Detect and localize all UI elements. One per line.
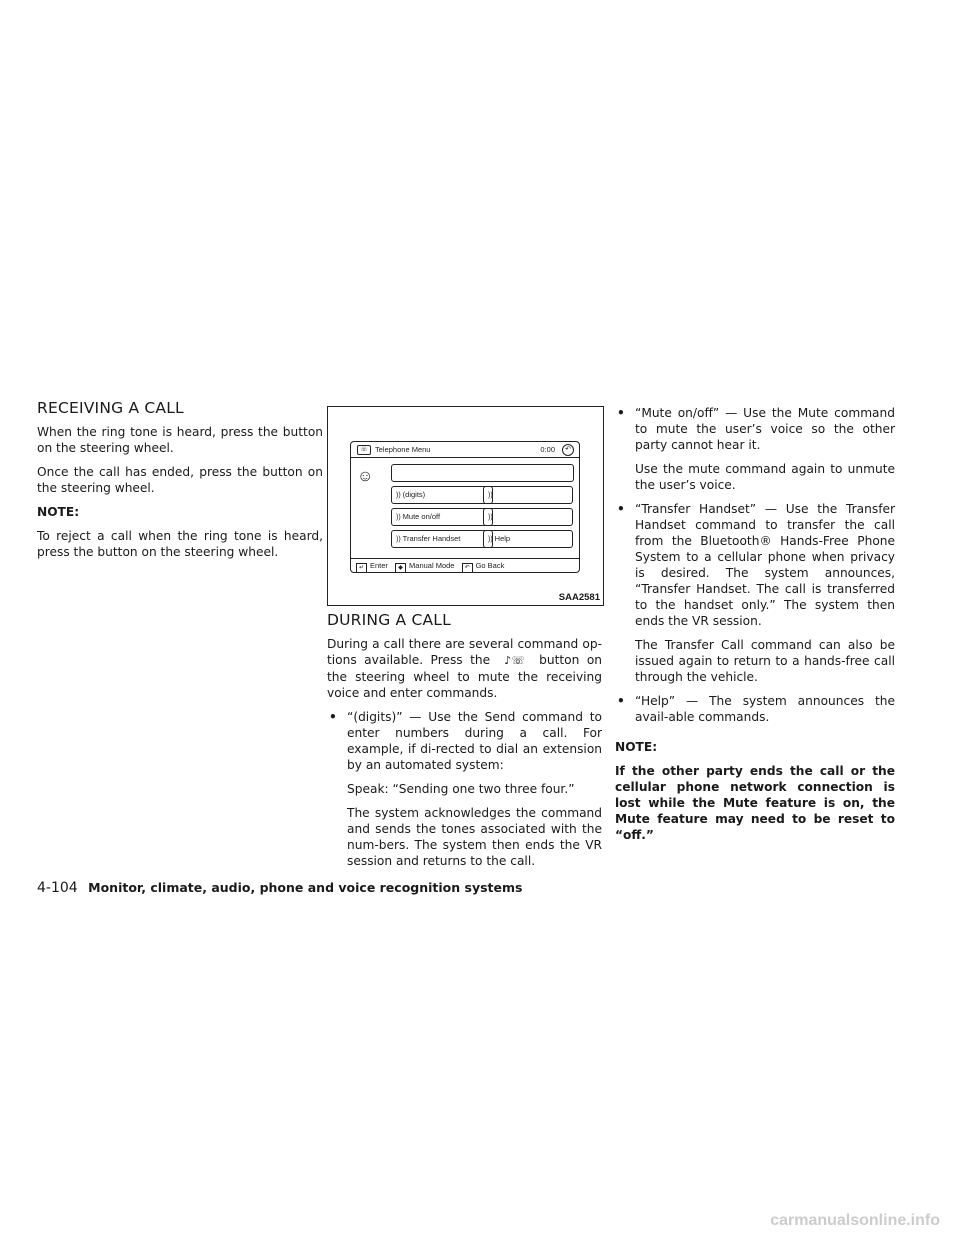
call-timer: 0:00	[540, 445, 555, 454]
phone-icon: ☏	[357, 445, 371, 455]
bullet-help	[615, 693, 895, 725]
screen-title: Telephone Menu	[375, 445, 431, 454]
voice-command-icon: ))	[396, 492, 401, 499]
heading-receiving-call: RECEIVING A CALL	[37, 399, 184, 417]
voice-command-icon: ))	[488, 536, 493, 543]
command-label: Transfer Handset	[402, 534, 461, 543]
watermark: carmanualsonline.info	[770, 1212, 940, 1229]
voice-command-icon: ))	[488, 492, 493, 499]
manual-mode-icon: ◆	[395, 563, 406, 573]
note-label-2: NOTE:	[615, 740, 658, 754]
paragraph-call-ended: Once the call has ended, press the button on the steering wheel.	[37, 465, 323, 495]
command-button-mute[interactable]	[391, 508, 493, 526]
bullet-digits-text: “(digits)” — Use the Send command to enter numbers during a call. For example, if di-rected to dial an extension by an automated system:	[347, 710, 602, 772]
heading-during-call: DURING A CALL	[327, 611, 451, 629]
bullet-transfer-text: “Transfer Handset” — Use the Transfer Handset command to transfer the call from the Bluetooth® Hands-Free Phone System to a cellular phone when privacy is desired. The system announces, “Transfer Handset. The call is transferred to the handset only.” The system then ends the VR session.	[635, 502, 895, 628]
command-button-empty-1[interactable]	[483, 486, 573, 504]
intro-text-b: button on the steering wheel to mute the receiving voice and enter commands.	[327, 653, 603, 700]
paragraph-reject-call: To reject a call when the ring tone is heard, press the button on the steering wheel.	[37, 529, 323, 559]
bullet-mute-text: “Mute on/off” — Use the Mute command to mute the user’s voice so the other party cannot hear it.	[635, 406, 895, 452]
back-icon[interactable]: ↶	[562, 444, 574, 456]
note-label: NOTE:	[37, 505, 80, 519]
command-button-digits[interactable]	[391, 486, 493, 504]
footer-enter: Enter	[370, 561, 388, 570]
bullet-help-text: “Help” — The system announces the avail-able commands.	[635, 694, 895, 724]
digits-acknowledgement: The system acknowledges the command and sends the tones associated with the num-bers. The system then ends the VR session and returns to the call.	[347, 806, 602, 868]
bullet-mute	[615, 405, 895, 453]
command-display-field	[391, 464, 574, 482]
column-receiving-call	[37, 400, 323, 568]
screen-title-bar	[351, 442, 579, 458]
voice-command-icon: ))	[396, 514, 401, 521]
column-commands	[615, 405, 895, 851]
bullet-marker: •	[329, 710, 337, 724]
voice-command-icon: ))	[396, 536, 401, 543]
command-label: Mute on/off	[402, 512, 441, 521]
paragraph-during-call-intro	[327, 636, 602, 701]
command-button-transfer-handset[interactable]	[391, 530, 493, 548]
bullet-marker: •	[617, 406, 625, 420]
bullet-digits	[327, 709, 602, 773]
command-button-empty-2[interactable]	[483, 508, 573, 526]
command-label: (digits)	[402, 490, 426, 499]
screen-footer	[351, 558, 579, 572]
column-during-call	[327, 612, 602, 877]
voice-recognition-face-icon: ☺	[357, 468, 374, 485]
mute-sub-text: Use the mute command again to unmute the user’s voice.	[635, 462, 895, 492]
command-label: Help	[494, 534, 511, 543]
intro-text-a: During a call there are several command op-tions available. Press the	[327, 637, 602, 667]
section-title: Monitor, climate, audio, phone and voice recognition systems	[88, 880, 523, 895]
telephone-menu-screen	[350, 441, 580, 573]
figure-caption: SAA2581	[558, 592, 600, 603]
speak-example: Speak: “Sending one two three four.”	[347, 782, 575, 796]
footer-manual-mode: Manual Mode	[409, 561, 455, 570]
voice-command-icon: ))	[488, 514, 493, 521]
talk-phone-icon: ♪☏	[504, 654, 526, 667]
enter-icon: ↵	[356, 563, 367, 573]
bullet-transfer-handset	[615, 501, 895, 629]
command-button-help[interactable]	[483, 530, 573, 548]
transfer-sub-text: The Transfer Call command can also be issued again to return to a hands-free call through the vehicle.	[635, 638, 895, 684]
page-footer	[37, 880, 522, 896]
telephone-menu-figure	[327, 406, 604, 606]
bullet-marker: •	[617, 502, 625, 516]
paragraph-ring-tone: When the ring tone is heard, press the button on the steering wheel.	[37, 425, 323, 455]
footer-go-back: Go Back	[475, 561, 505, 570]
go-back-icon: ↶	[462, 563, 473, 573]
bullet-marker: •	[617, 694, 625, 708]
note-mute-reset: If the other party ends the call or the cellular phone network connection is lost while the Mute feature is on, the Mute feature may need to be reset to “off.”	[615, 764, 895, 842]
page-number: 4-104	[37, 880, 78, 896]
